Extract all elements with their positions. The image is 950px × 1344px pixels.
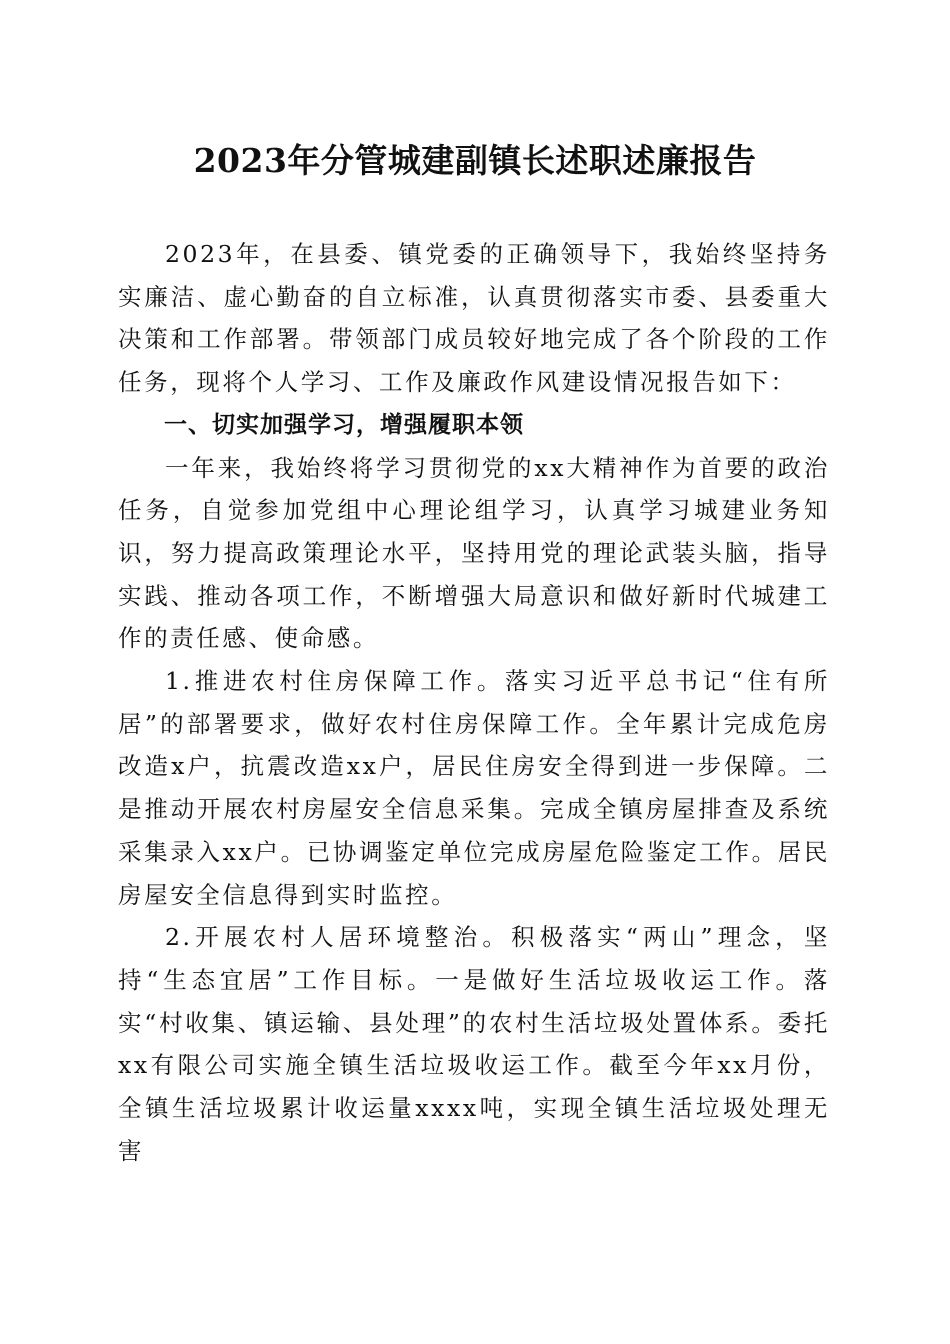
document-body	[118, 233, 830, 1172]
section-heading-1: 一、切实加强学习，增强履职本领	[164, 411, 524, 438]
section-1-paragraph: 一年来，我始终将学习贯彻党的xx大精神作为首要的政治任务，自觉参加党组中心理论组学习，认真学习城建业务知识，努力提高政策理论水平，坚持用党的理论武装头脑，指导实践、推动各项工作，不断增强大局意识和做好新时代城建工作的责任感、使命感。	[118, 453, 830, 653]
document-title: 2023年分管城建副镇长述职述廉报告	[193, 141, 757, 180]
item-2-paragraph: 2.开展农村人居环境整治。积极落实“两山”理念，坚持“生态宜居”工作目标。一是做好生活垃圾收运工作。落实“村收集、镇运输、县处理”的农村生活垃圾处置体系。委托xx有限公司实施全镇生活垃圾收运工作。截至今年xx月份，全镇生活垃圾累计收运量xxxx吨，实现全镇生活垃圾处理无害	[118, 923, 830, 1165]
item-1-paragraph: 1.推进农村住房保障工作。落实习近平总书记“住有所居”的部署要求，做好农村住房保障工作。全年累计完成危房改造x户，抗震改造xx户，居民住房安全得到进一步保障。二是推动开展农村房屋安全信息采集。完成全镇房屋排查及系统采集录入xx户。已协调鉴定单位完成房屋危险鉴定工作。居民房屋安全信息得到实时监控。	[118, 667, 830, 909]
intro-paragraph: 2023年，在县委、镇党委的正确领导下，我始终坚持务实廉洁、虚心勤奋的自立标准，认真贯彻落实市委、县委重大决策和工作部署。带领部门成员较好地完成了各个阶段的工作任务，现将个人学习、工作及廉政作风建设情况报告如下：	[118, 240, 830, 397]
